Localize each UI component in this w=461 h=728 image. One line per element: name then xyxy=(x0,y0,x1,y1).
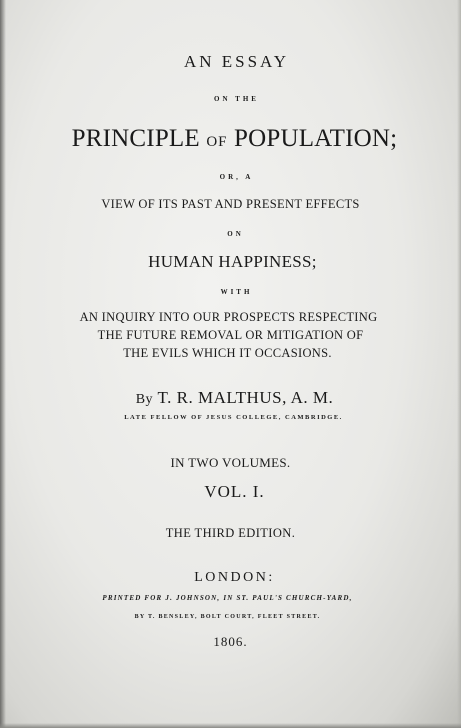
subtitle-view: VIEW OF ITS PAST AND PRESENT EFFECTS xyxy=(101,197,360,211)
imprint-publisher-text: PRINTED FOR J. JOHNSON, IN ST. PAUL'S CHURCH-YARD, xyxy=(102,594,353,602)
inquiry-line-3: THE EVILS WHICH IT OCCASIONS. xyxy=(123,346,332,360)
on-connector: ON xyxy=(227,230,244,238)
author-affiliation: LATE FELLOW OF JESUS COLLEGE, CAMBRIDGE. xyxy=(124,414,343,421)
imprint-year: 1806. xyxy=(213,634,248,649)
page-edge-shadow-bottom xyxy=(0,723,461,728)
author-line xyxy=(4,389,461,407)
with-connector: WITH xyxy=(220,288,253,296)
imprint-publisher xyxy=(0,595,458,602)
inquiry-line-2: THE FUTURE REMOVAL OR MITIGATION OF xyxy=(97,328,364,342)
author-by: By xyxy=(135,392,154,407)
essay-heading: AN ESSAY xyxy=(183,52,290,71)
main-title-of: OF xyxy=(206,134,228,150)
edition-label: THE THIRD EDITION. xyxy=(165,526,296,540)
volume-number: VOL. I. xyxy=(204,482,265,501)
inquiry-line-1: AN INQUIRY INTO OUR PROSPECTS RESPECTING xyxy=(79,310,378,324)
main-title xyxy=(4,126,461,151)
volumes-count: IN TWO VOLUMES. xyxy=(170,455,291,470)
or-a-connector: OR, A xyxy=(219,173,254,181)
main-title-population: POPULATION; xyxy=(233,125,398,152)
main-title-principle: PRINCIPLE xyxy=(71,125,200,152)
author-name: T. R. MALTHUS, A. M. xyxy=(157,388,334,407)
subtitle-human-happiness: HUMAN HAPPINESS; xyxy=(148,252,317,271)
imprint-city: LONDON: xyxy=(194,570,275,585)
imprint-printer: BY T. BENSLEY, BOLT COURT, FLEET STREET. xyxy=(134,614,321,620)
on-the-connector: ON THE xyxy=(214,95,259,103)
